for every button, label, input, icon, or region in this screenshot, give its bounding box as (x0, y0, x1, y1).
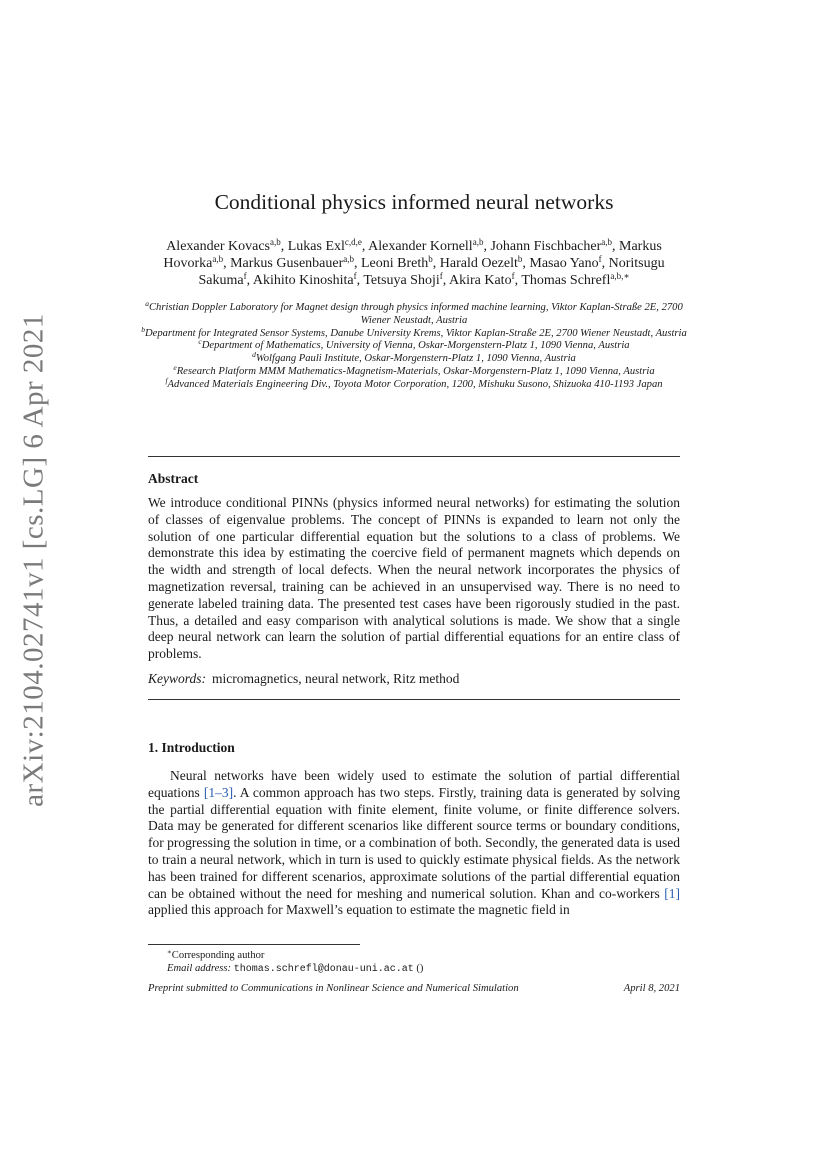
abstract-top-rule (148, 456, 680, 457)
preprint-date: April 8, 2021 (623, 983, 680, 994)
author-name: Hovorka (163, 256, 213, 272)
author-affiliation-mark: a,b (343, 254, 354, 265)
author-name: Thomas Schrefl (521, 273, 611, 289)
affiliation-f: $^f$Advanced Materials Engineering Div., Toyota Motor Corporation, 1200, Mishuku Susono, Shizuoka 410-1193 Japan (165, 375, 663, 390)
citation-link[interactable]: [1–3] (203, 784, 234, 800)
author-name: Johann Fischbacher (490, 239, 602, 254)
paper-title: Conditional physics informed neural networks (214, 190, 614, 214)
author-affiliation-mark: f (353, 271, 357, 282)
section-heading-introduction: 1. Introduction (148, 740, 235, 755)
author-name: Leoni Breth (361, 256, 429, 272)
author-name: Alexander Kovacs (166, 239, 270, 254)
author-affiliation-mark: a,b (472, 237, 484, 247)
author-name: Akihito Kinoshita (252, 273, 354, 289)
author-affiliation-mark: b (517, 254, 523, 265)
author-name: Alexander Kornell (368, 239, 473, 254)
affiliation-e: $^e$Research Platform MMM Mathematics-Magnetism-Materials, Oskar-Morgenstern-Platz 1, 1090 Vienna, Austria (173, 362, 655, 377)
footnote-email: Email address: thomas.schrefl@donau-uni.ac.at () (167, 963, 424, 975)
author-affiliation-mark: f (243, 271, 247, 282)
author-affiliation-mark: c,d,e (344, 237, 362, 247)
affiliation-c: $^c$Department of Mathematics, University of Vienna, Oskar-Morgenstern-Platz 1, 1090 Vienna, Austria (198, 337, 630, 352)
footnote-rule (148, 944, 360, 945)
footnote-corresponding: ∗Corresponding author (167, 948, 265, 961)
affiliation-d: $^d$Wolfgang Pauli Institute, Oskar-Morgenstern-Platz 1, 1090 Vienna, Austria (252, 350, 576, 365)
affiliation-a: $^a$Christian Doppler Laboratory for Magnet design through physics informed machine learning, Viktor Kaplan-Straße 2E, 2700 Wiener Neustadt, Austria (145, 299, 683, 326)
author-affiliation-mark: f (511, 271, 515, 282)
keywords-label: Keywords: (148, 671, 206, 686)
arxiv-identifier: arXiv:2104.02741v1 [cs.LG] 6 Apr 2021 (17, 313, 50, 807)
author-name: Noritsugu (608, 256, 665, 272)
author-name: Lukas Exl (287, 239, 345, 254)
author-affiliation-mark: a,b (601, 237, 613, 247)
author-affiliation-mark: a,b (212, 254, 224, 265)
author-name: Harald Oezelt (439, 256, 518, 272)
abstract-text: We introduce conditional PINNs (physics informed neural networks) for estimating the solution of classes of eigenvalue problems. The concept of PINNs is expanded to learn not only the solution of one particular differential equation but the solutions to a class of problems. We demonstrate this idea by estimating the coercive field of permanent magnets which depends on the width and strength of local defects. When the neural network incorporates the physics of magnetization reversal, training can be achieved in an unsupervised way. There is no need to generate labeled training data. The presented test cases have been rigorously studied in the past. Thus, a detailed and easy comparison with analytical solutions is made. We show that a single deep neural network can learn the solution of partial differential equations for an entire class of problems. (148, 495, 680, 662)
arxiv-sidebar-stamp (14, 260, 54, 860)
author-affiliation-mark: a,b,∗ (610, 271, 630, 282)
citation-link[interactable]: [1] (664, 885, 680, 901)
email-link[interactable]: thomas.schrefl@donau-uni.ac.at (233, 964, 414, 975)
affiliation-b: $^b$Department for Integrated Sensor Systems, Danube University Krems, Viktor Kaplan-Straße 2E, 2700 Wiener Neustadt, Austria (141, 324, 687, 339)
preprint-notice: Preprint submitted to Communications in Nonlinear Science and Numerical Simulation (148, 983, 519, 994)
keywords-text: micromagnetics, neural network, Ritz method (212, 671, 460, 686)
abstract-bottom-rule (148, 699, 680, 700)
author-list (150, 238, 678, 290)
author-affiliation-mark: f (439, 271, 443, 282)
author-affiliation-mark: a,b (269, 237, 281, 247)
abstract-heading: Abstract (148, 471, 199, 486)
author-line-2: Hovorka$^{a,b}$, Markus Gusenbauer$^{a,b}$, Leoni Breth$^b$, Harald Oezelt$^b$, Masao Yano$^f$, Noritsugu (163, 254, 665, 272)
author-name: Tetsuya Shoji (363, 273, 440, 289)
keywords-line (148, 671, 459, 687)
affiliation-list (140, 299, 688, 392)
author-name: Markus Gusenbauer (230, 256, 344, 272)
introduction-paragraph: Neural networks have been widely used to estimate the solution of partial differential equations [1–3]. A common approach has two steps. Firstly, training data is generated by solving the partial differential equation with finite element, finite volume, or finite difference solvers. Data may be generated for different scenarios like different source terms or boundary conditions, for progressing the solution in time, or a combination of both. Secondly, the generated data is used to train a neural network, which in turn is used to quickly estimate physical fields. As the network has been trained for different scenarios, approximate solutions of the partial differential equation can be obtained without the need for meshing and numerical solution. Khan and co-workers [1] applied this approach for Maxwell’s equation to estimate the magnetic field in (148, 768, 680, 918)
author-name: Masao Yano (529, 256, 599, 272)
author-line-3: Sakuma$^f$, Akihito Kinoshita$^f$, Tetsuya Shoji$^f$, Akira Kato$^f$, Thomas Schrefl$^{a,b,∗}$ (198, 271, 630, 289)
author-name: Sakuma (198, 273, 244, 289)
author-name: Akira Kato (448, 273, 512, 289)
author-affiliation-mark: b (428, 254, 433, 265)
author-name: Markus (619, 239, 662, 254)
author-line-1: Alexander Kovacs$^{a,b}$, Lukas Exl$^{c,d,e}$, Alexander Kornell$^{a,b}$, Johann Fischbacher$^{a,b}$, Markus (166, 237, 662, 254)
author-affiliation-mark: f (598, 254, 602, 265)
